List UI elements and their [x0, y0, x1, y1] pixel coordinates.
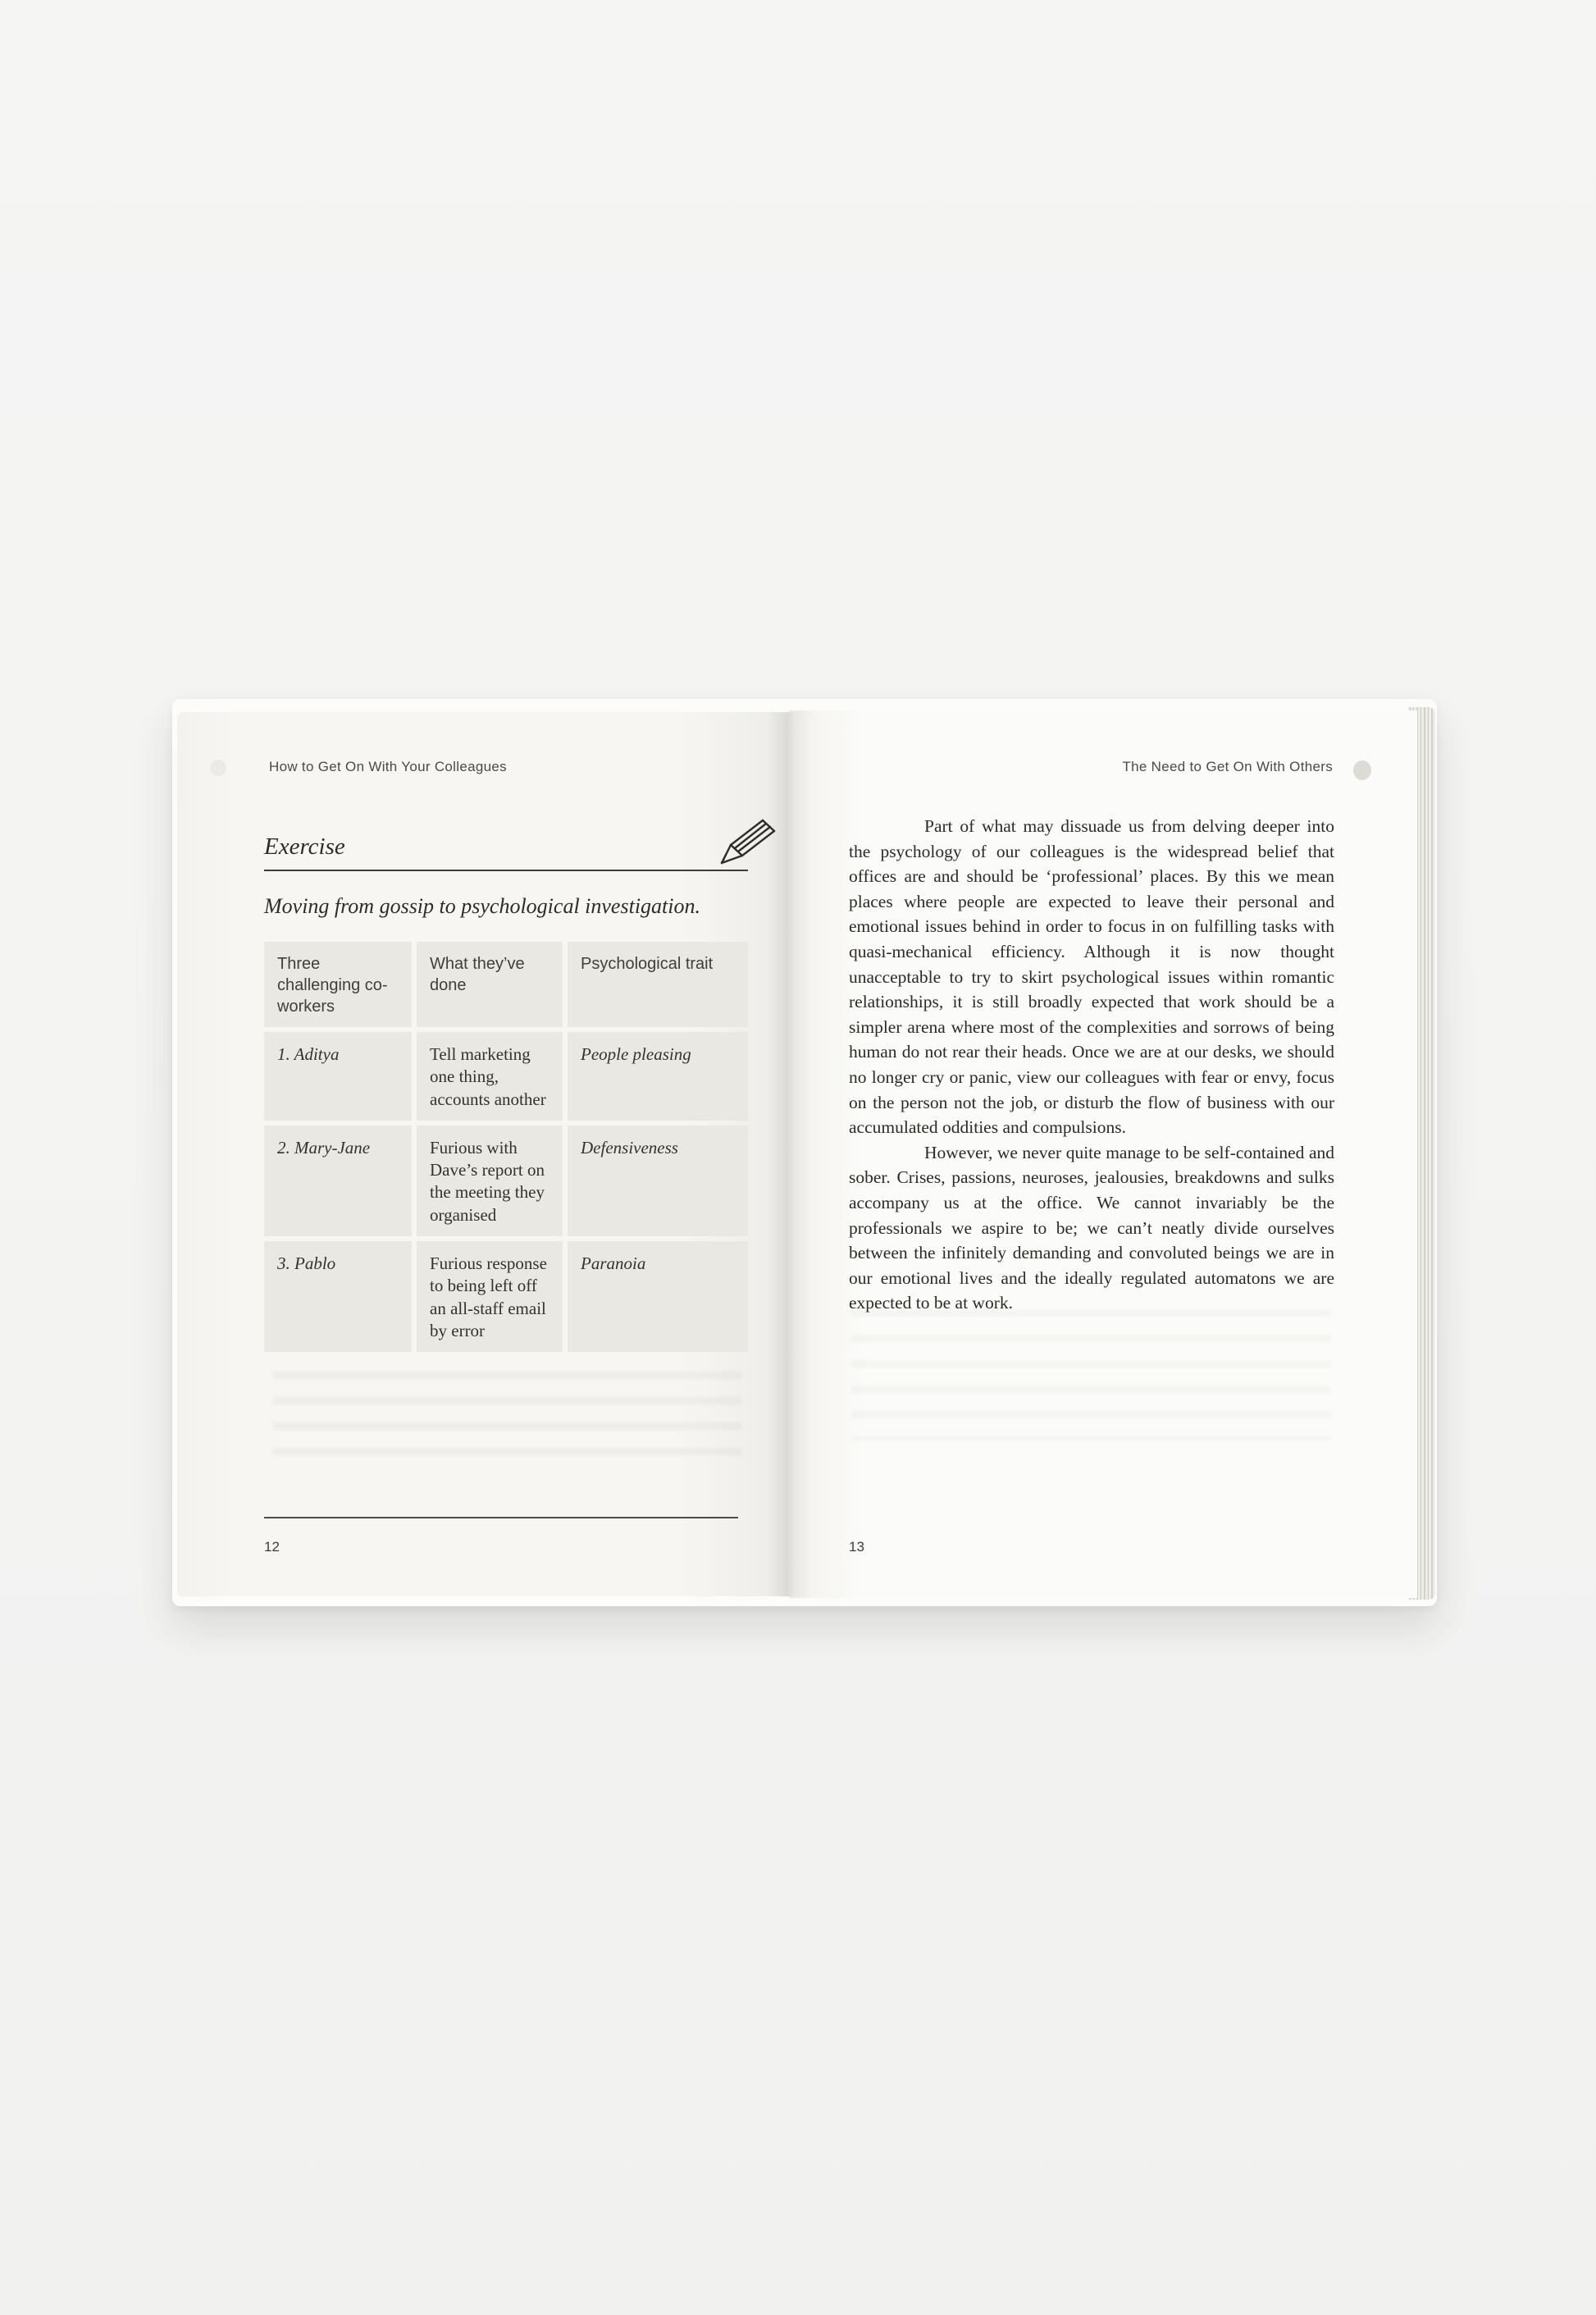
- table-col-header: Psychological trait: [568, 942, 748, 1027]
- left-page-number: 12: [264, 1539, 280, 1555]
- right-body-text: [849, 814, 1334, 1316]
- page-marker-dot: [210, 760, 226, 776]
- table-cell-name: 1. Aditya: [264, 1032, 412, 1121]
- exercise-subtitle: Moving from gossip to psychological investigation.: [264, 894, 700, 918]
- table-cell-trait: Paranoia: [568, 1241, 748, 1352]
- left-footer-rule: [264, 1517, 738, 1518]
- pencil-icon: [715, 815, 782, 874]
- table-cell-name: 3. Pablo: [264, 1241, 412, 1352]
- table-cell-done: Tell marketing one thing, accounts another: [417, 1032, 563, 1121]
- show-through-text: [272, 1372, 741, 1457]
- paragraph: However, we never quite manage to be self-contained and sober. Crises, passions, neuroses, jealousies, breakdowns and sulks accompany us at the office. We cannot invariably be the professionals we aspire to be; we can’t neatly divide ourselves between the infinitely demanding and convoluted beings we are in our emotional lives and the ideally regulated automatons we are expected to be at work.: [849, 1142, 1334, 1313]
- exercise-table: [264, 942, 748, 1352]
- paragraph: Part of what may dissuade us from delving deeper into the psychology of our colleagues is the widespread belief that offices are and should be ‘professional’ places. By this we mean places where people are expected to leave their personal and emotional issues behind in order to focus in on fulfilling tasks with quasi-mechanical efficiency. Although it is now thought unacceptable to try to skirt psychological issues within romantic relationships, it is still broadly expected that work should be a simpler arena where most of the complexities and sorrows of being human do not rear their heads. Once we are at our desks, we should no longer cry or panic, view our colleagues with fear or envy, focus on the person not the job, or disturb the flow of business with our accumulated oddities and compulsions.: [849, 816, 1334, 1138]
- page-marker-dot: [1353, 760, 1371, 780]
- left-running-head: How to Get On With Your Colleagues: [269, 759, 507, 774]
- table-cell-trait: Defensiveness: [568, 1126, 748, 1236]
- exercise-rule: [264, 870, 748, 871]
- table-cell-done: Furious with Dave’s report on the meeting they organised: [417, 1126, 563, 1236]
- table-cell-done: Furious response to being left off an all-staff email by error: [417, 1241, 563, 1352]
- right-page-number: 13: [849, 1539, 864, 1555]
- table-cell-name: 2. Mary-Jane: [264, 1126, 412, 1236]
- right-running-head: The Need to Get On With Others: [1122, 759, 1333, 774]
- show-through-text: [851, 1309, 1331, 1441]
- table-cell-trait: People pleasing: [568, 1032, 748, 1121]
- table-col-header: Three challenging co-workers: [264, 942, 412, 1027]
- exercise-heading: Exercise: [264, 833, 345, 860]
- table-col-header: What they’ve done: [417, 942, 563, 1027]
